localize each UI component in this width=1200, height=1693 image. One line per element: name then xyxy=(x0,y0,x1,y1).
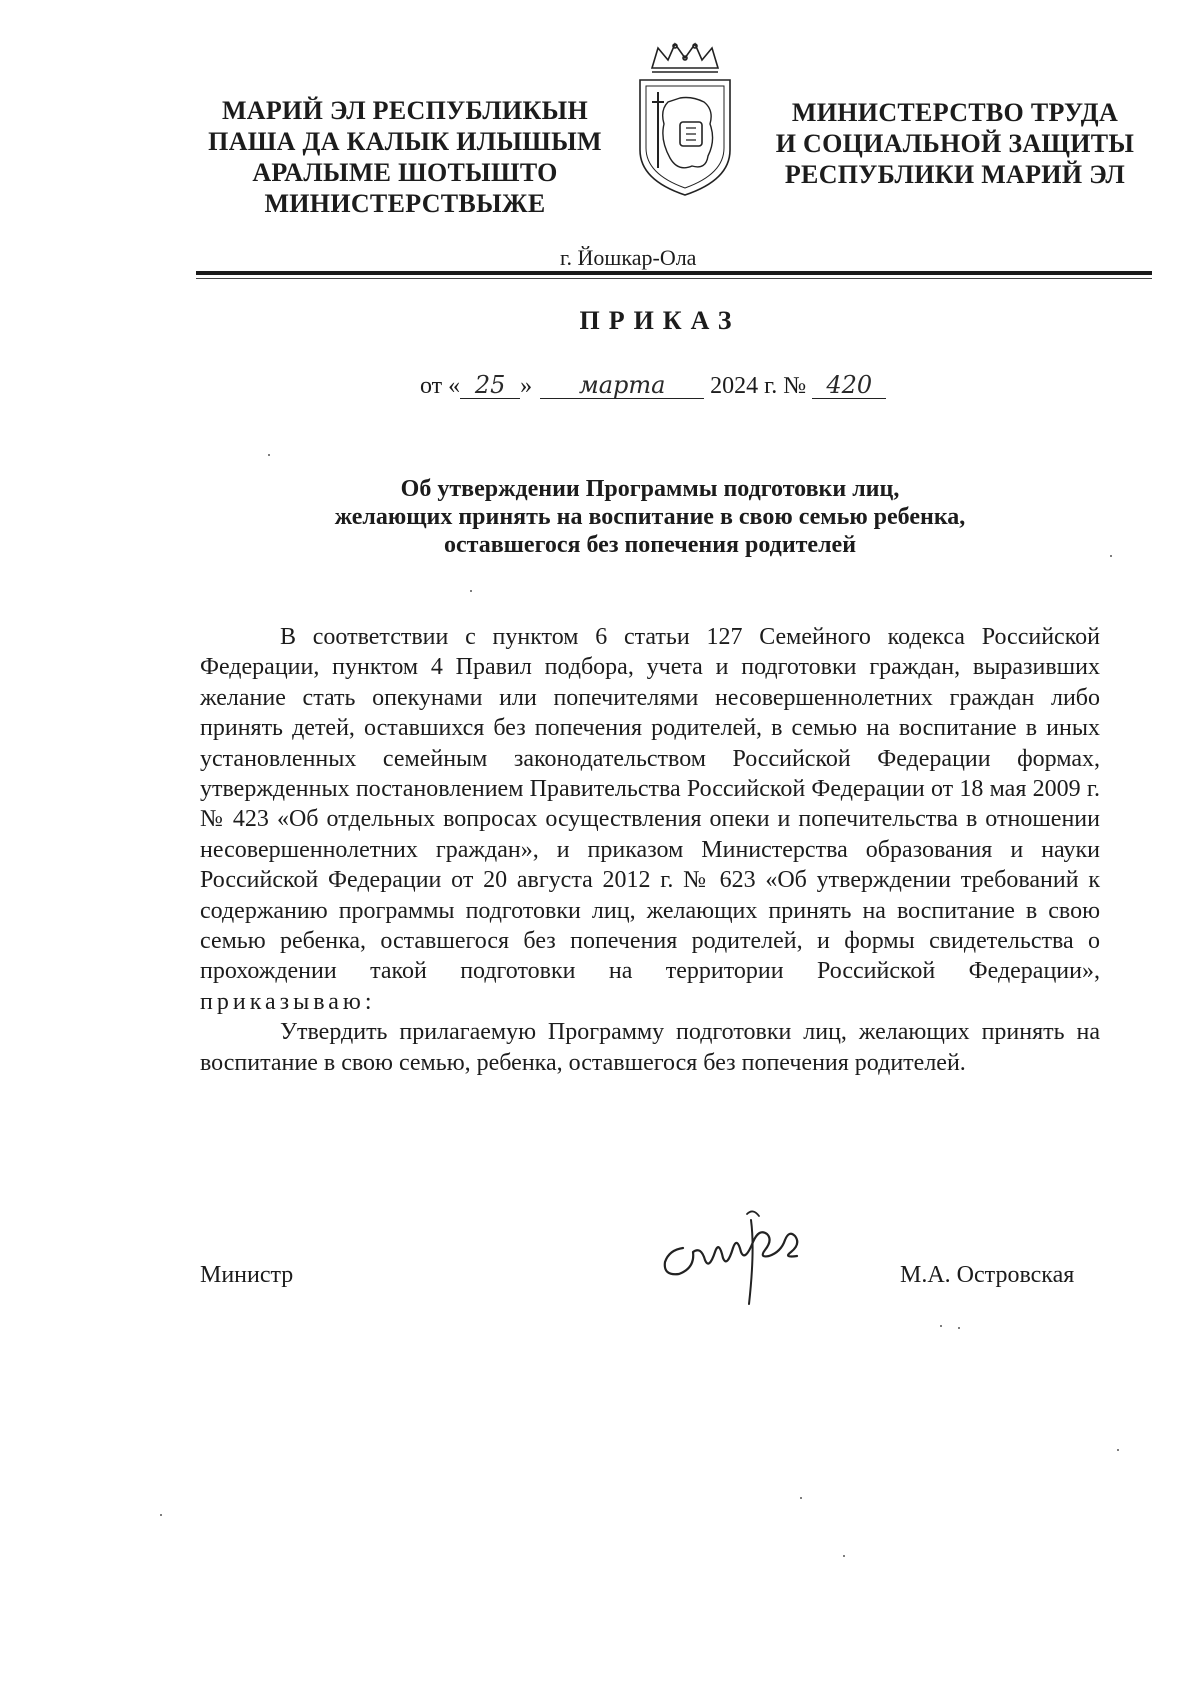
signature-icon xyxy=(655,1200,825,1310)
header-left-mari xyxy=(190,95,620,219)
title-line: оставшегося без попечения родителей xyxy=(443,532,857,558)
header-right-russian xyxy=(765,97,1145,190)
scan-speck xyxy=(940,1325,942,1327)
title-line: Об утверждении Программы подготовки лиц, xyxy=(400,476,900,502)
document-type: ПРИКАЗ xyxy=(579,306,741,335)
body-paragraph-1 xyxy=(200,622,1100,1017)
date-year: 2024 г. № xyxy=(710,373,807,399)
body-paragraph-1-text: В соответствии с пунктом 6 статьи 127 Семейного кодекса Российской Федерации, пунктом 4 Правил подбора, учета и подготовки граждан, выразивших желание стать опекунами или попечителями несовершеннолетних граждан либо принять детей, оставшихся без попечения родителей, в семью на воспитание в иных установленных семейным законодательством Российской Федерации формах, утвержденных постановлением Правительства Российской Федерации от 18 мая 2009 г. № 423 «Об отдельных вопросах осуществления опеки и попечительства в отношении несовершеннолетних граждан», и приказом Министерства образования и науки Российской Федерации от 20 августа 2012 г. № 623 «Об утверждении требований к содержанию программы подготовки лиц, желающих принять на воспитание в свою семью ребенка, оставшегося без попечения родителей, и формы свидетельства о прохождении такой подготовки на территории Российской Федерации», xyxy=(200,624,1100,985)
date-day: 25 xyxy=(460,372,520,399)
date-prefix: от « xyxy=(420,373,461,399)
header-left-line: АРАЛЫМЕ ШОТЫШТО xyxy=(252,158,558,187)
header-right-line: РЕСПУБЛИКИ МАРИЙ ЭЛ xyxy=(784,160,1126,189)
date-close-quote: » xyxy=(520,373,533,399)
header-divider-thin xyxy=(196,278,1152,279)
city-name: г. Йошкар-Ола xyxy=(560,245,697,270)
scan-speck xyxy=(268,454,270,456)
date-month: марта xyxy=(540,372,704,399)
scan-speck xyxy=(843,1555,845,1557)
document-body xyxy=(200,622,1100,1078)
scan-speck xyxy=(958,1327,960,1329)
scan-speck xyxy=(1117,1449,1119,1451)
header-left-line: МАРИЙ ЭЛ РЕСПУБЛИКЫН xyxy=(221,96,589,125)
signatory-role: Министр xyxy=(200,1262,294,1288)
header-divider xyxy=(196,271,1152,275)
header-right-line: МИНИСТЕРСТВО ТРУДА xyxy=(791,98,1119,127)
header-left-line: МИНИСТЕРСТВЫЖЕ xyxy=(264,189,546,218)
signatory-name: М.А. Островская xyxy=(900,1262,1075,1288)
header-left-line: ПАША ДА КАЛЫК ИЛЫШЫМ xyxy=(208,127,602,156)
document-title xyxy=(230,475,1070,559)
body-paragraph-2: Утвердить прилагаемую Программу подготовки лиц, желающих принять на воспитание в свою семью, ребенка, оставшегося без попечения родителей. xyxy=(200,1019,1100,1076)
header-right-line: И СОЦИАЛЬНОЙ ЗАЩИТЫ xyxy=(775,129,1135,158)
document-number: 420 xyxy=(812,372,886,399)
scan-speck xyxy=(1110,555,1112,557)
title-line: желающих принять на воспитание в свою семью ребенка, xyxy=(334,504,966,530)
scan-speck xyxy=(160,1514,162,1516)
order-word: приказываю: xyxy=(200,988,376,1015)
coat-of-arms-icon xyxy=(630,40,740,200)
scan-speck xyxy=(800,1497,802,1499)
date-number-line xyxy=(420,372,886,400)
scan-speck xyxy=(470,590,472,592)
